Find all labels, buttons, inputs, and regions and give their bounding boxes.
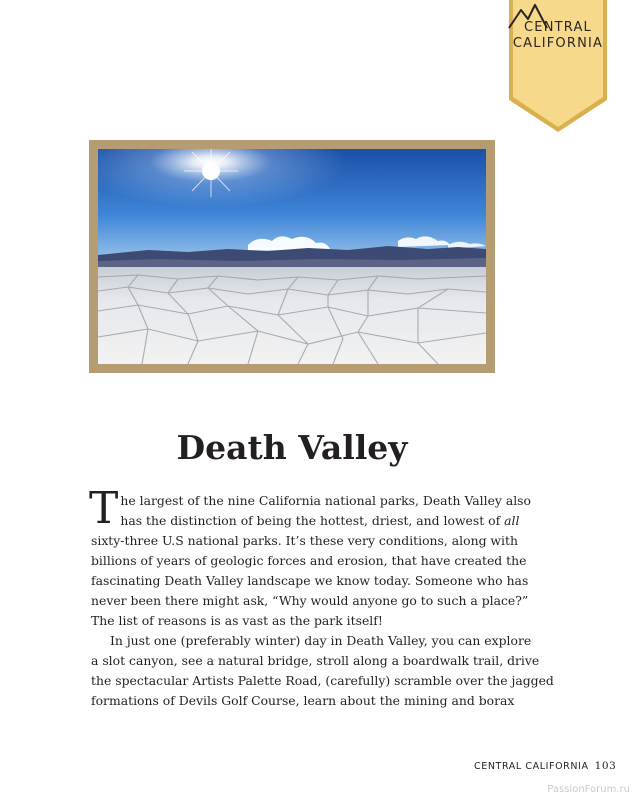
text-line: never been there might ask, “Why would anyone go to such a place?”: [91, 593, 529, 608]
text-line: formations of Devils Golf Course, learn about the mining and borax: [91, 693, 515, 708]
text-line: In just one (preferably winter) day in Death Valley, you can explore: [110, 633, 532, 648]
region-pennant: [507, 0, 609, 134]
text-line: sixty-three U.S national parks. It’s these very conditions, along with: [91, 533, 518, 548]
pennant-line-1: CENTRAL: [524, 20, 592, 35]
death-valley-salt-flats-photo: [98, 149, 486, 364]
emphasis-text: all: [504, 513, 520, 528]
text-line: billions of years of geologic forces and erosion, that have created the: [91, 553, 527, 568]
text-line: fascinating Death Valley landscape we know today. Someone who has: [91, 573, 529, 588]
text-line: a slot canyon, see a natural bridge, stroll along a boardwalk trail, drive: [91, 653, 540, 668]
text-segment: has the distinction of being the hottest, driest, and lowest of: [120, 513, 505, 528]
footer-section: CENTRAL CALIFORNIA: [474, 761, 589, 772]
pennant-line-2: CALIFORNIA: [512, 36, 604, 51]
photo-frame: [89, 140, 495, 373]
text-line: he largest of the nine California national parks, Death Valley also: [120, 493, 532, 508]
page-title: Death Valley: [176, 428, 408, 467]
page-number: 103: [594, 760, 617, 772]
drop-cap: T: [89, 483, 119, 534]
text-line: [91, 511, 551, 531]
article-body: [89, 483, 554, 711]
watermark: PassionForum.ru: [547, 784, 630, 795]
text-line: the spectacular Artists Palette Road, (carefully) scramble over the jagged: [91, 673, 554, 688]
text-line: The list of reasons is as vast as the park itself!: [91, 613, 383, 628]
mountain-icon: [507, 0, 549, 30]
page-footer: [474, 760, 617, 772]
